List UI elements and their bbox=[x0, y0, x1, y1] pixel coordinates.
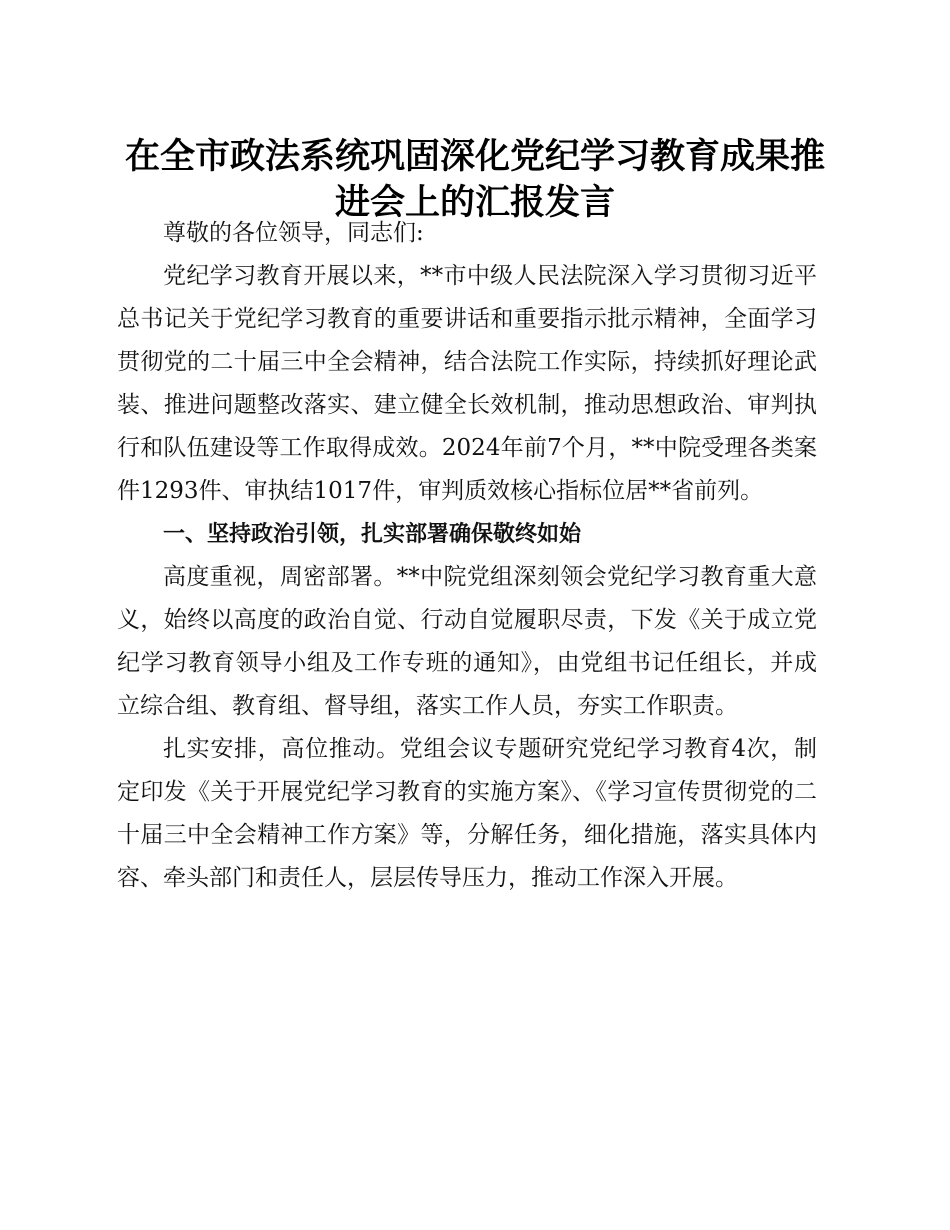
paragraph-arrangement: 扎实安排，高位推动。党组会议专题研究党纪学习教育4次，制定印发《关于开展党纪学习教育的实施方案》、《学习宣传贯彻党的二十届三中全会精神工作方案》等，分解任务，细化措施，落实具体内容、牵头部门和责任人，层层传导压力，推动工作深入开展。 bbox=[117, 736, 817, 891]
document-body bbox=[117, 212, 817, 900]
section-heading: 一、坚持政治引领，扎实部署确保敬终如始 bbox=[163, 522, 582, 547]
paragraph-intro: 党纪学习教育开展以来，**市中级人民法院深入学习贯彻习近平总书记关于党纪学习教育的重要讲话和重要指示批示精神，全面学习贯彻党的二十届三中全会精神，结合法院工作实际，持续抓好理论武装、推进问题整改落实、建立健全长效机制，推动思想政治、审判执行和队伍建设等工作取得成效。2024年前7个月，**中院受理各类案件1293件、审执结1017件，审判质效核心指标位居**省前列。 bbox=[117, 263, 817, 504]
salutation: 尊敬的各位领导，同志们: bbox=[163, 220, 424, 246]
paragraph-deployment: 高度重视，周密部署。**中院党组深刻领会党纪学习教育重大意义，始终以高度的政治自觉、行动自觉履职尽责，下发《关于成立党纪学习教育领导小组及工作专班的通知》，由党组书记任组长，并成立综合组、教育组、督导组，落实工作人员，夯实工作职责。 bbox=[117, 564, 817, 719]
document-title: 在全市政法系统巩固深化党纪学习教育成果推进会上的汇报发言 bbox=[124, 136, 825, 223]
